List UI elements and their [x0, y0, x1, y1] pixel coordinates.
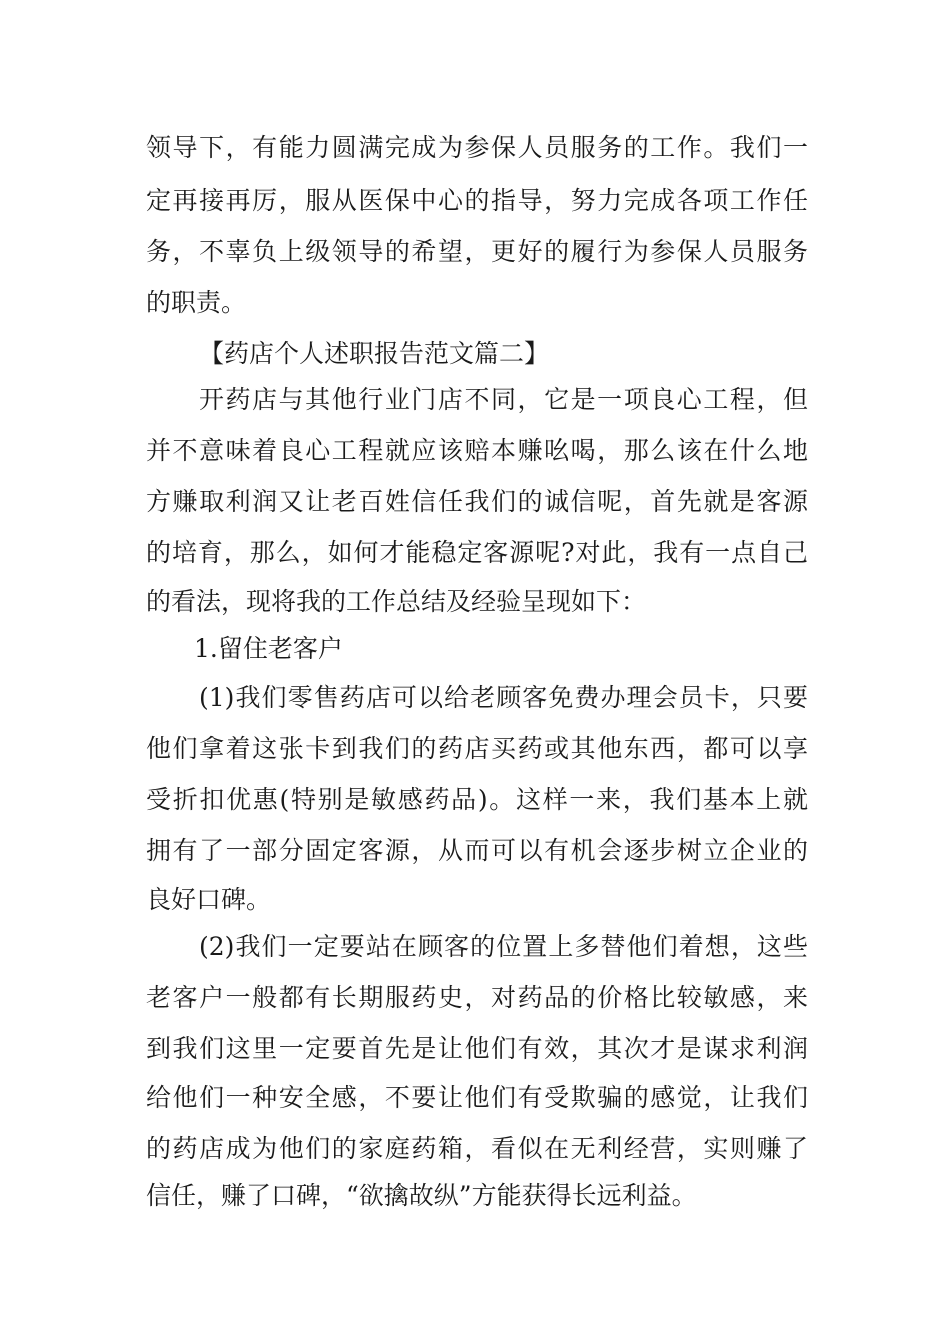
text-line: 的培育，那么，如何才能稳定客源呢?对此，我有一点自己 — [146, 538, 808, 567]
text-line: 到我们这里一定要首先是让他们有效，其次才是谋求利润 — [146, 1034, 808, 1063]
text-line: 拥有了一部分固定客源，从而可以有机会逐步树立企业的 — [146, 836, 808, 865]
text-line: 领导下，有能力圆满完成为参保人员服务的工作。我们一 — [146, 133, 808, 162]
section-heading: 【药店个人述职报告范文篇二】 — [199, 339, 550, 368]
text-line: 务，不辜负上级领导的希望，更好的履行为参保人员服务 — [146, 237, 808, 266]
list-heading: 1.留住老客户 — [194, 634, 343, 663]
text-line: 信任，赚了口碑，“欲擒故纵”方能获得长远利益。 — [146, 1181, 697, 1210]
text-line: 他们拿着这张卡到我们的药店买药或其他东西，都可以享 — [146, 734, 808, 763]
text-line: 的职责。 — [146, 288, 247, 317]
text-line: 方赚取利润又让老百姓信任我们的诚信呢，首先就是客源 — [146, 487, 808, 516]
text-line: (2)我们一定要站在顾客的位置上多替他们着想，这些 — [199, 932, 808, 961]
text-line: 受折扣优惠(特别是敏感药品)。这样一来，我们基本上就 — [146, 785, 808, 814]
text-line: 定再接再厉，服从医保中心的指导，努力完成各项工作任 — [146, 186, 808, 215]
text-line: 的看法，现将我的工作总结及经验呈现如下： — [146, 587, 647, 616]
text-line: 并不意味着良心工程就应该赔本赚吆喝，那么该在什么地 — [146, 436, 808, 465]
text-line: (1)我们零售药店可以给老顾客免费办理会员卡，只要 — [199, 683, 808, 712]
text-line: 开药店与其他行业门店不同，它是一项良心工程，但 — [199, 385, 808, 414]
text-line: 良好口碑。 — [146, 885, 272, 914]
text-line: 的药店成为他们的家庭药箱，看似在无利经营，实则赚了 — [146, 1134, 808, 1163]
text-line: 老客户一般都有长期服药史，对药品的价格比较敏感，来 — [146, 983, 808, 1012]
text-line: 给他们一种安全感，不要让他们有受欺骗的感觉，让我们 — [146, 1083, 808, 1112]
